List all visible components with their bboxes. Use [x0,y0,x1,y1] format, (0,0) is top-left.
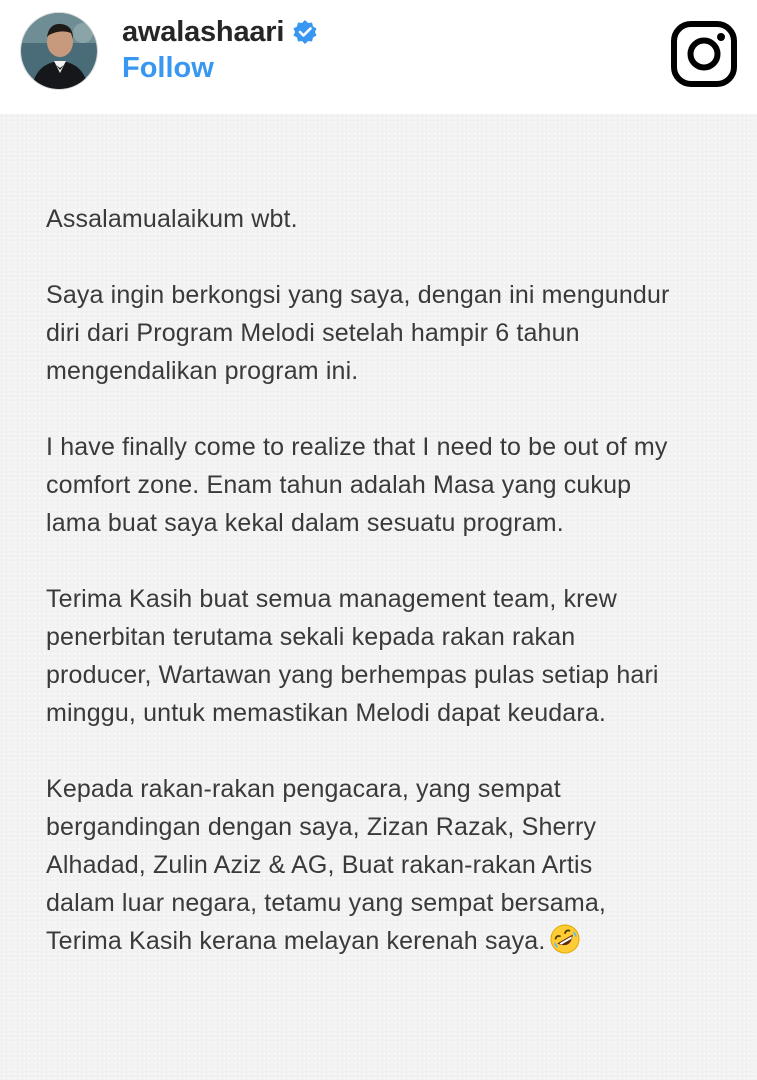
verified-badge-icon [292,19,318,45]
paragraph-comfort-zone: I have finally come to realize that I need to be out of my comfort zone. Enam tahun adalah Masa yang cukup lama buat saya kekal dalam sesuatu program. [46,433,668,537]
paragraph-thanks-hosts-text: Kepada rakan-rakan pengacara, yang sempat bergandingan dengan saya, Zizan Razak, Sherry Alhadad, Zulin Aziz & AG, Buat rakan-rakan Artis dalam luar negara, tetamu yang sempat bersama, Terima Kasih kerana melayan kerenah saya. [46,775,606,955]
avatar[interactable] [20,12,98,90]
instagram-logo-icon[interactable] [670,20,738,88]
post-text [46,200,726,998]
paragraph-announcement: Saya ingin berkongsi yang saya, dengan ini mengundur diri dari Program Melodi setelah hampir 6 tahun mengendalikan program ini. [46,281,670,385]
paragraph-greeting: Assalamualaikum wbt. [46,205,298,233]
paragraph-thanks-hosts [46,770,726,960]
paragraph-thanks-team: Terima Kasih buat semua management team, krew penerbitan terutama sekali kepada rakan rakan producer, Wartawan yang berhempas pulas setiap hari minggu, untuk memastikan Melodi dapat keudara. [46,585,659,727]
avatar-photo [21,13,98,90]
post-header [0,0,757,114]
username-row [122,12,318,52]
username[interactable]: awalashaari [122,15,285,48]
rolling-on-floor-laughing-emoji [549,923,581,955]
follow-button[interactable]: Follow [122,52,214,84]
post-image [0,114,757,1080]
